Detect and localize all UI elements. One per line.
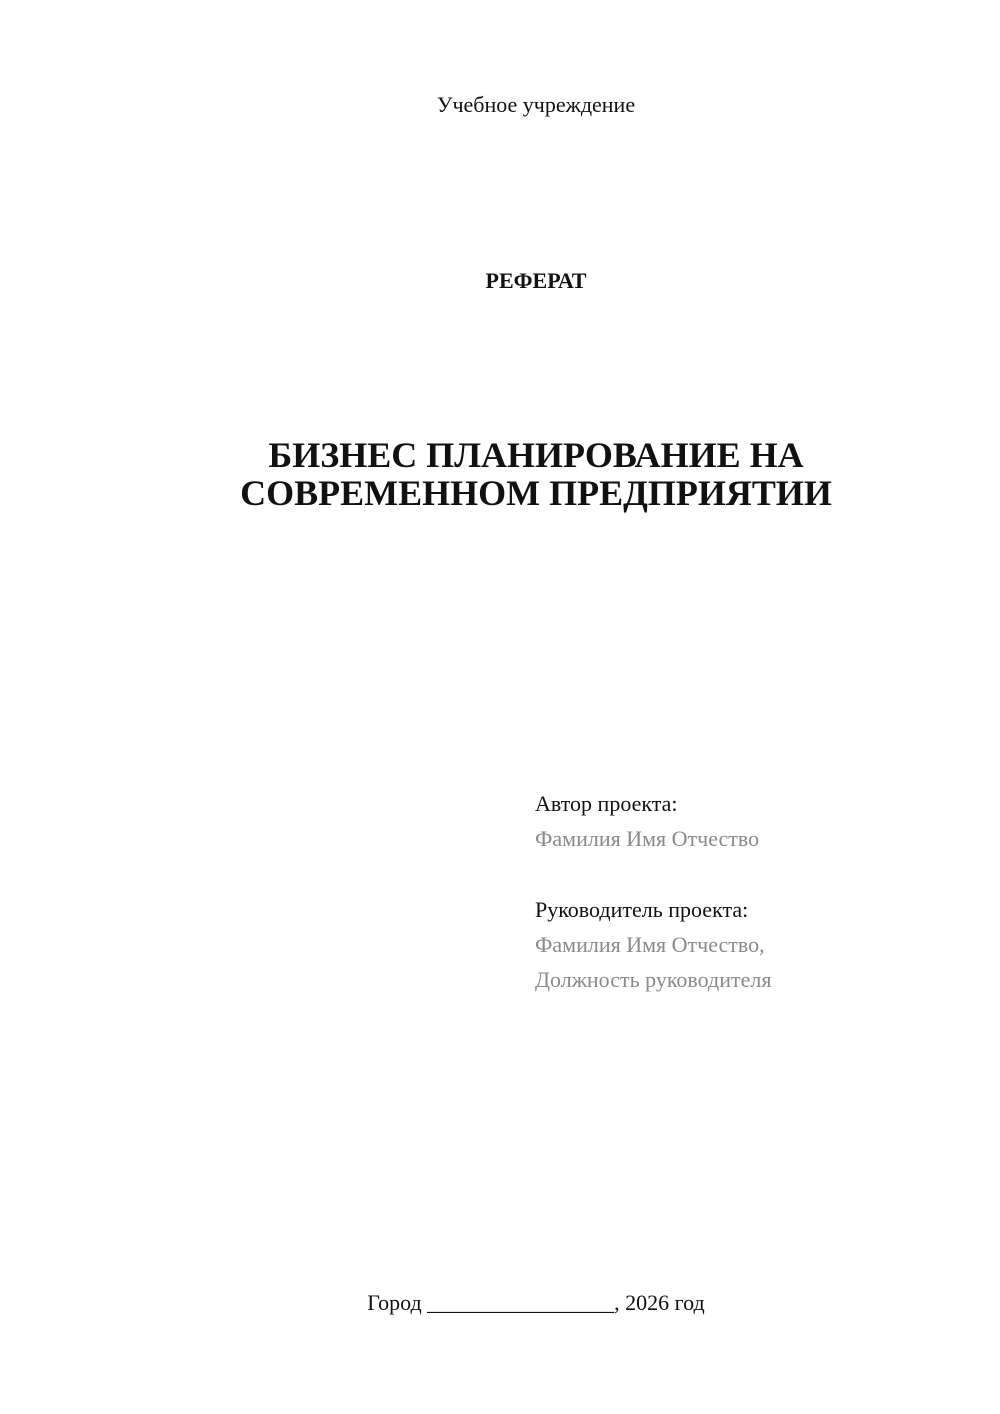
- info-spacer: [535, 856, 975, 892]
- author-label: Автор проекта:: [535, 791, 678, 816]
- footer-city-label: Город: [367, 1290, 422, 1315]
- document-title-line-2: СОВРЕМЕННОМ ПРЕДПРИЯТИИ: [240, 473, 832, 513]
- footer-city-blank: _________________: [427, 1290, 615, 1315]
- footer-city-year: [0, 1288, 1000, 1318]
- institution-name: Учебное учреждение: [436, 92, 636, 117]
- supervisor-name: Фамилия Имя Отчество,: [535, 932, 765, 957]
- document-type: РЕФЕРАТ: [485, 268, 587, 293]
- author-name: Фамилия Имя Отчество: [535, 826, 760, 851]
- supervisor-label: Руководитель проекта:: [535, 897, 749, 922]
- footer-year: , 2026 год: [614, 1290, 705, 1315]
- document-title: [0, 436, 1000, 512]
- project-info-block: [535, 786, 975, 997]
- document-title-line-1: БИЗНЕС ПЛАНИРОВАНИЕ НА: [268, 435, 804, 475]
- supervisor-position: Должность руководителя: [535, 967, 772, 992]
